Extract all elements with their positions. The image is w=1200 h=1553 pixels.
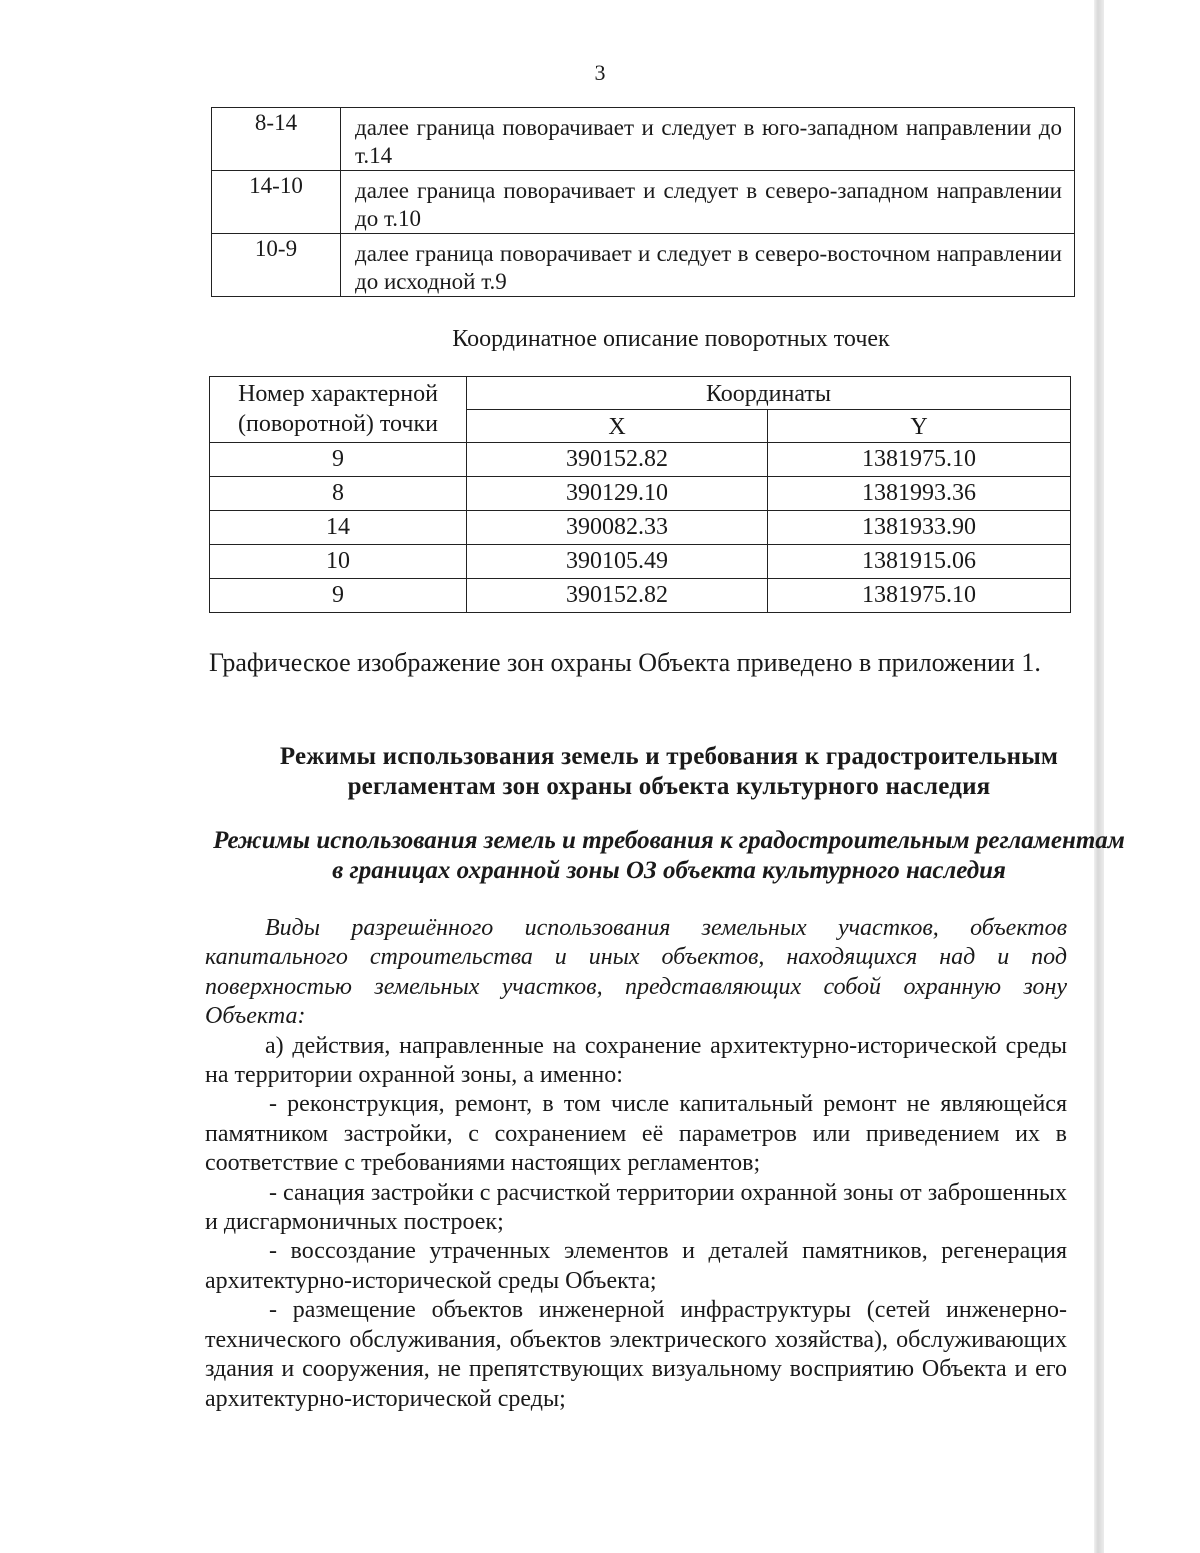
description-cell: далее граница поворачивает и следует в северо-западном направлении до т.10 — [341, 171, 1075, 234]
header-y: Y — [768, 410, 1071, 443]
y-cell: 1381933.90 — [768, 511, 1071, 545]
subsection-heading: Режимы использования земель и требования к градостроительным регламентам в границах охранной зоны ОЗ объекта культурного наследия — [213, 827, 1125, 884]
header-x: X — [467, 410, 768, 443]
table-row — [212, 171, 1075, 234]
point-cell: 14 — [210, 511, 467, 545]
route-table — [211, 107, 1075, 297]
dash-item: - размещение объектов инженерной инфраструктуры (сетей инженерно-технического обслуживания, объектов электрического хозяйства), обслуживающих здания и сооружения, не препятствующих визуальному восприятию Объекта и его архитектурно-исторической среды; — [205, 1297, 1067, 1412]
coords-table — [209, 376, 1071, 613]
table-row — [210, 579, 1071, 613]
x-cell: 390152.82 — [467, 579, 768, 613]
x-cell: 390105.49 — [467, 545, 768, 579]
segment-cell: 14-10 — [212, 171, 341, 234]
description-cell: далее граница поворачивает и следует в юго-западном направлении до т.14 — [341, 108, 1075, 171]
table-row — [210, 443, 1071, 477]
dash-item: - реконструкция, ремонт, в том числе капитальный ремонт не являющейся памятником застройки, с сохранением её параметров или приведением их в соответствие с требованиями настоящих регламентов; — [205, 1091, 1067, 1177]
table-row — [210, 477, 1071, 511]
segment-cell: 8-14 — [212, 108, 341, 171]
dash-item: - санация застройки с расчисткой территории охранной зоны от заброшенных и дисгармоничных построек; — [205, 1179, 1067, 1236]
item-a-paragraph: а) действия, направленные на сохранение архитектурно-исторической среды на территории охранной зоны, а именно: — [205, 1032, 1067, 1089]
point-cell: 9 — [210, 443, 467, 477]
y-cell: 1381975.10 — [768, 443, 1071, 477]
x-cell: 390152.82 — [467, 443, 768, 477]
x-cell: 390129.10 — [467, 477, 768, 511]
coords-caption: Координатное описание поворотных точек — [452, 326, 890, 352]
table-row — [212, 234, 1075, 297]
point-cell: 10 — [210, 545, 467, 579]
x-cell: 390082.33 — [467, 511, 768, 545]
header-coords: Координаты — [467, 377, 1071, 410]
y-cell: 1381915.06 — [768, 545, 1071, 579]
y-cell: 1381993.36 — [768, 477, 1071, 511]
description-cell: далее граница поворачивает и следует в северо-восточном направлении до исходной т.9 — [341, 234, 1075, 297]
body-text — [205, 914, 1067, 1414]
segment-cell: 10-9 — [212, 234, 341, 297]
section-heading: Режимы использования земель и требования к градостроительным регламентам зон охраны объекта культурного наследия — [279, 743, 1059, 800]
table-row — [212, 108, 1075, 171]
header-point: Номер характерной (поворотной) точки — [210, 377, 467, 443]
dash-item: - воссоздание утраченных элементов и деталей памятников, регенерация архитектурно-исторической среды Объекта; — [205, 1238, 1067, 1294]
y-cell: 1381975.10 — [768, 579, 1071, 613]
graphic-note: Графическое изображение зон охраны Объекта приведено в приложении 1. — [209, 648, 1041, 677]
point-cell: 9 — [210, 579, 467, 613]
page-number: 3 — [594, 60, 606, 85]
point-cell: 8 — [210, 477, 467, 511]
table-row — [210, 511, 1071, 545]
header-row — [210, 377, 1071, 410]
intro-paragraph: Виды разрешённого использования земельных участков, объектов капитального строительства и иных объектов, находящихся над и под поверхностью земельных участков, представляющих собой охранную зону Объекта: — [205, 915, 1067, 1030]
table-row — [210, 545, 1071, 579]
